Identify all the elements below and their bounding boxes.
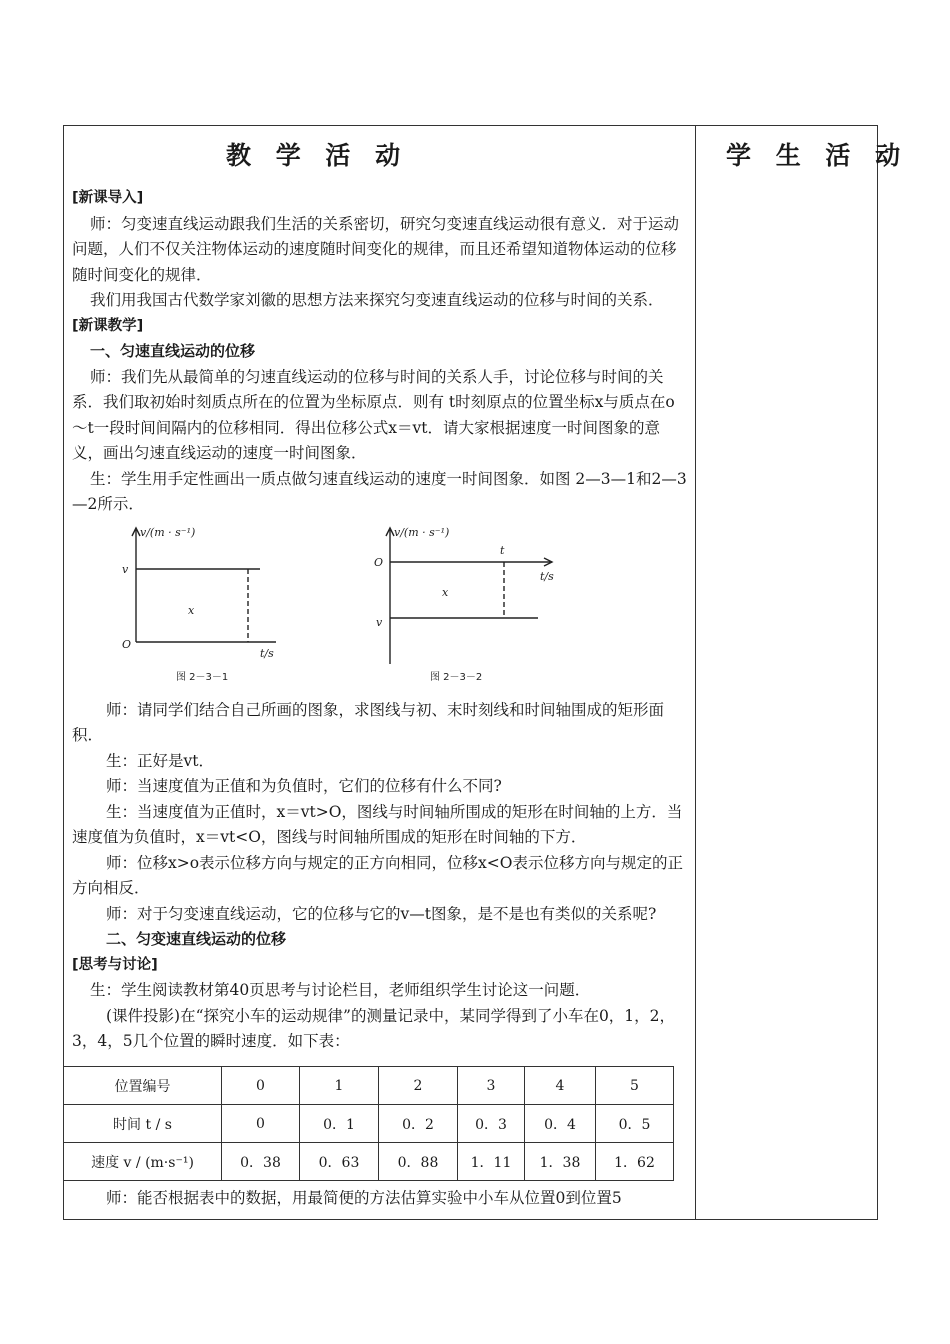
fig2-xlabel: t/s: [540, 569, 554, 583]
teaching-content: [72, 186, 688, 1055]
table-cell: 1．62: [596, 1143, 674, 1181]
column-divider: [695, 125, 696, 1220]
fig1-caption: 图 2－3－1: [176, 671, 229, 683]
table-cell: 0．5: [596, 1105, 674, 1143]
table-cell: 0．63: [300, 1143, 379, 1181]
table-row: [64, 1143, 674, 1181]
discussion-heading: [思考与讨论]: [72, 956, 158, 973]
fig2-caption: 图 2－3－2: [430, 671, 483, 683]
table-cell: 时间 t / s: [64, 1105, 222, 1143]
section-1-paragraph-7: 师：位移x>o表示位移方向与规定的正方向相同，位移x<O表示位移方向与规定的正方向相反．: [72, 853, 683, 897]
table-cell: 5: [596, 1067, 674, 1105]
velocity-data-table: [63, 1066, 674, 1181]
section-1-paragraph-1: 师：我们先从最简单的匀速直线运动的位移与时间的关系人手，讨论位移与时间的关系．我们取初始时刻质点所在的位置为坐标原点．则有 t时刻原点的位置坐标x与质点在o～t一段时间间隔内的位移相同．得出位移公式x＝vt．请大家根据速度一时间图象的意义，画出匀速直线运动的速度一时间图象．: [72, 367, 675, 462]
section-1-heading: 一、匀速直线运动的位移: [90, 342, 256, 360]
section-1-paragraph-3: 师：请同学们结合自己所画的图象，求图线与初、末时刻线和时间轴围成的矩形面积．: [72, 700, 665, 744]
table-cell: 0．2: [379, 1105, 458, 1143]
section-1-paragraph-8: 师：对于匀变速直线运动，它的位移与它的v—t图象，是不是也有类似的关系呢?: [106, 904, 657, 923]
table-cell: 0: [222, 1067, 300, 1105]
section-1-paragraph-6: 生：当速度值为正值时，x＝vt>O，图线与时间轴所围成的矩形在时间轴的上方．当速度值为负值时，x＝vt<O，图线与时间轴所围成的矩形在时间轴的下方．: [72, 802, 683, 846]
table-cell: 2: [379, 1067, 458, 1105]
section-1-paragraph-2: 生：学生用手定性画出一质点做匀速直线运动的速度一时间图象．如图 2—3—1和2—3—2所示．: [72, 469, 687, 513]
section-2-heading: 二、匀变速直线运动的位移: [106, 930, 287, 948]
table-cell: 1．11: [458, 1143, 525, 1181]
velocity-time-figures: [72, 522, 688, 692]
closing-paragraph: 师：能否根据表中的数据，用最简便的方法估算实验中小车从位置0到位置5: [106, 1189, 622, 1207]
table-cell: 1: [300, 1067, 379, 1105]
fig2-v-label: v: [376, 615, 383, 629]
vt-graphs-svg: [100, 522, 560, 688]
section-1-paragraph-4: 生：正好是vt．: [106, 751, 214, 770]
intro-paragraph-2: 我们用我国古代数学家刘徽的思想方法来探究匀变速直线运动的位移与时间的关系．: [90, 291, 664, 309]
fig1-area-label: x: [188, 603, 195, 617]
table-cell: 0．88: [379, 1143, 458, 1181]
table-row: [64, 1105, 674, 1143]
intro-heading: [新课导入]: [72, 190, 144, 206]
section-2-paragraph-2: (课件投影)在“探究小车的运动规律”的测量记录中，某同学得到了小车在0，1，2，3，4，5几个位置的瞬时速度．如下表：: [72, 1006, 676, 1050]
table-cell: 0: [222, 1105, 300, 1143]
student-activity-title: 学 生 活 动: [726, 141, 909, 170]
table-cell: 0．4: [525, 1105, 596, 1143]
intro-paragraph-1: 师：匀变速直线运动跟我们生活的关系密切，研究匀变速直线运动很有意义．对于运动问题，人们不仅关注物体运动的速度随时间变化的规律，而且还希望知道物体运动的位移随时间变化的规律．: [72, 214, 680, 284]
table-cell: 0．1: [300, 1105, 379, 1143]
section-2-paragraph-1: 生：学生阅读教材第40页思考与讨论栏目，老师组织学生讨论这一问题．: [90, 981, 591, 999]
table-cell: 速度 v / (m·s⁻¹): [64, 1143, 222, 1181]
table-row: [64, 1067, 674, 1105]
table-cell: 3: [458, 1067, 525, 1105]
fig2-origin-label: O: [374, 555, 384, 569]
new-lesson-heading: [新课教学]: [72, 317, 144, 334]
fig2-t-label: t: [500, 543, 505, 557]
fig1-ylabel: v/(m · s⁻¹): [140, 525, 196, 539]
fig2-area-label: x: [442, 585, 449, 599]
fig1-xlabel: t/s: [260, 646, 274, 660]
table-cell: 0．3: [458, 1105, 525, 1143]
table-cell: 0．38: [222, 1143, 300, 1181]
fig1-origin-label: O: [122, 637, 132, 651]
table-cell: 位置编号: [64, 1067, 222, 1105]
teaching-activity-title: 教 学 活 动: [226, 141, 409, 170]
table-cell: 4: [525, 1067, 596, 1105]
section-1-paragraph-5: 师：当速度值为正值和为负值时，它们的位移有什么不同?: [106, 777, 502, 795]
table-cell: 1．38: [525, 1143, 596, 1181]
fig2-ylabel: v/(m · s⁻¹): [394, 525, 450, 539]
fig1-v-label: v: [122, 562, 129, 576]
